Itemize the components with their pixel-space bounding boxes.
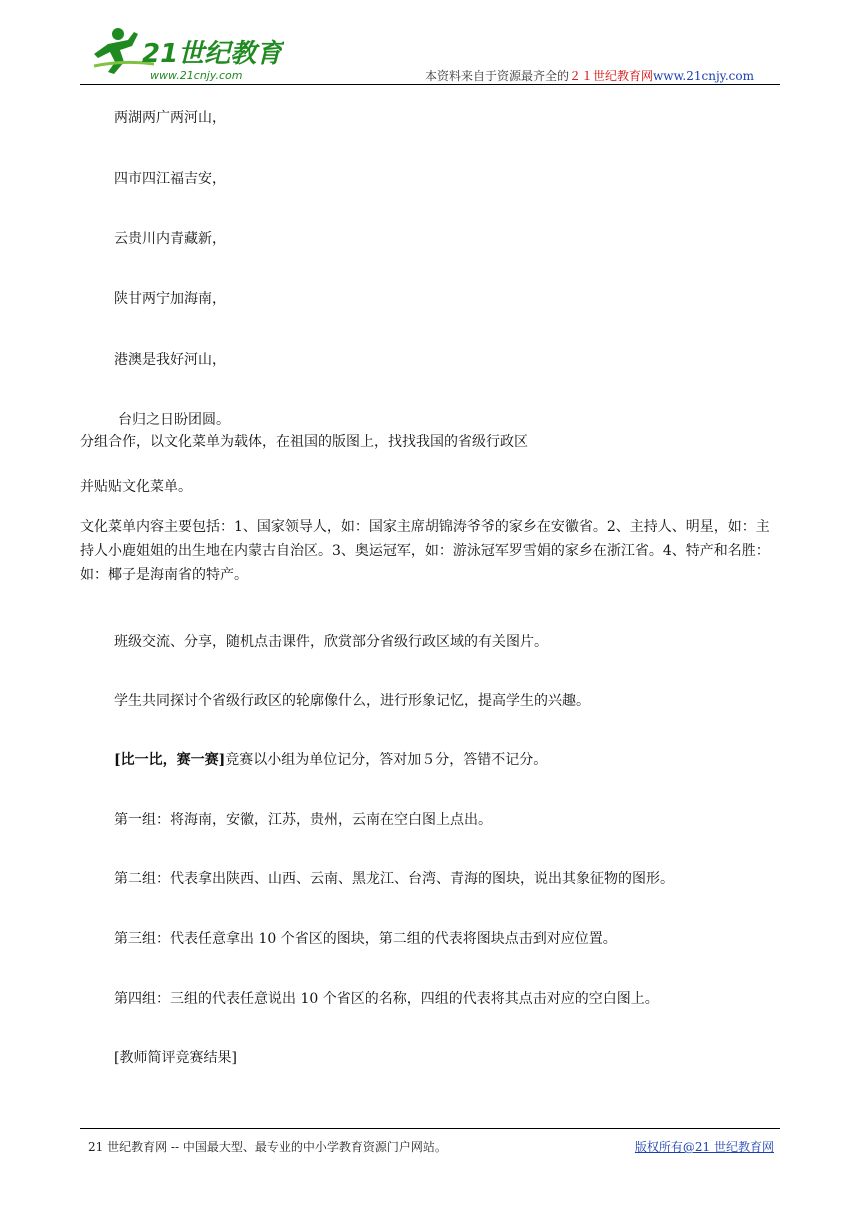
footer-site-description: 21 世纪教育网 -- 中国最大型、最专业的中小学教育资源门户网站。 — [88, 1140, 447, 1154]
group-task: 第一组：将海南，安徽，江苏，贵州，云南在空白图上点出。 — [114, 812, 492, 828]
poem-line: 港澳是我好河山， — [114, 352, 226, 368]
footer-divider — [80, 1128, 780, 1129]
group-task: 第二组：代表拿出陕西、山西、云南、黑龙江、台湾、青海的图块，说出其象征物的图形。 — [114, 871, 674, 887]
paragraph: 分组合作，以文化菜单为载体，在祖国的版图上，找找我国的省级行政区 — [80, 434, 528, 450]
logo-text: 21世纪教育 — [142, 39, 283, 69]
group-task: 第三组：代表任意拿出 10 个省区的图块，第二组的代表将图块点击到对应位置。 — [114, 931, 617, 947]
poem-line: 两湖两广两河山， — [114, 110, 226, 126]
poem-line: 云贵川内青藏新， — [114, 231, 226, 247]
header-source-note — [425, 67, 754, 84]
header-note-link[interactable]: www.21cnjy.com — [653, 69, 754, 83]
group-task: 第四组：三组的代表任意说出 10 个省区的名称，四组的代表将其点击对应的空白图上。 — [114, 991, 659, 1007]
header-note-prefix: 本资料来自于资源最齐全的 — [425, 69, 570, 83]
paragraph-competition — [114, 749, 547, 769]
paragraph: 学生共同探讨个省级行政区的轮廓像什么，进行形象记忆，提高学生的兴趣。 — [114, 693, 590, 709]
logo-url: www.21cnjy.com — [150, 69, 243, 82]
header-note-site-name: ２１世纪教育网 — [569, 69, 654, 83]
competition-heading: [比一比，赛一赛] — [114, 752, 226, 768]
header-divider — [80, 84, 780, 85]
paragraph: [教师简评竞赛结果] — [114, 1050, 237, 1066]
poem-line: 陕甘两宁加海南， — [114, 291, 226, 307]
paragraph: 并贴贴文化菜单。 — [80, 479, 192, 495]
paragraph: 班级交流、分享，随机点击课件，欣赏部分省级行政区域的有关图片。 — [114, 634, 548, 650]
poem-line: 台归之日盼团圆。 — [118, 412, 230, 428]
paragraph-culture-menu: 文化菜单内容主要包括：1、国家领导人，如：国家主席胡锦涛爷爷的家乡在安徽省。2、主持人、明星，如：主持人小鹿姐姐的出生地在内蒙古自治区。3、奥运冠军，如：游泳冠军罗雪娟的家乡在浙江省。4、特产和名胜：如：椰子是海南省的特产。 — [80, 519, 770, 583]
competition-rule: 竞赛以小组为单位记分，答对加５分，答错不记分。 — [225, 752, 548, 768]
poem-line: 四市四江福吉安， — [114, 171, 226, 187]
site-logo — [84, 22, 284, 84]
page-header — [80, 22, 780, 88]
footer-copyright-link[interactable]: 版权所有@21 世纪教育网 — [634, 1140, 774, 1154]
